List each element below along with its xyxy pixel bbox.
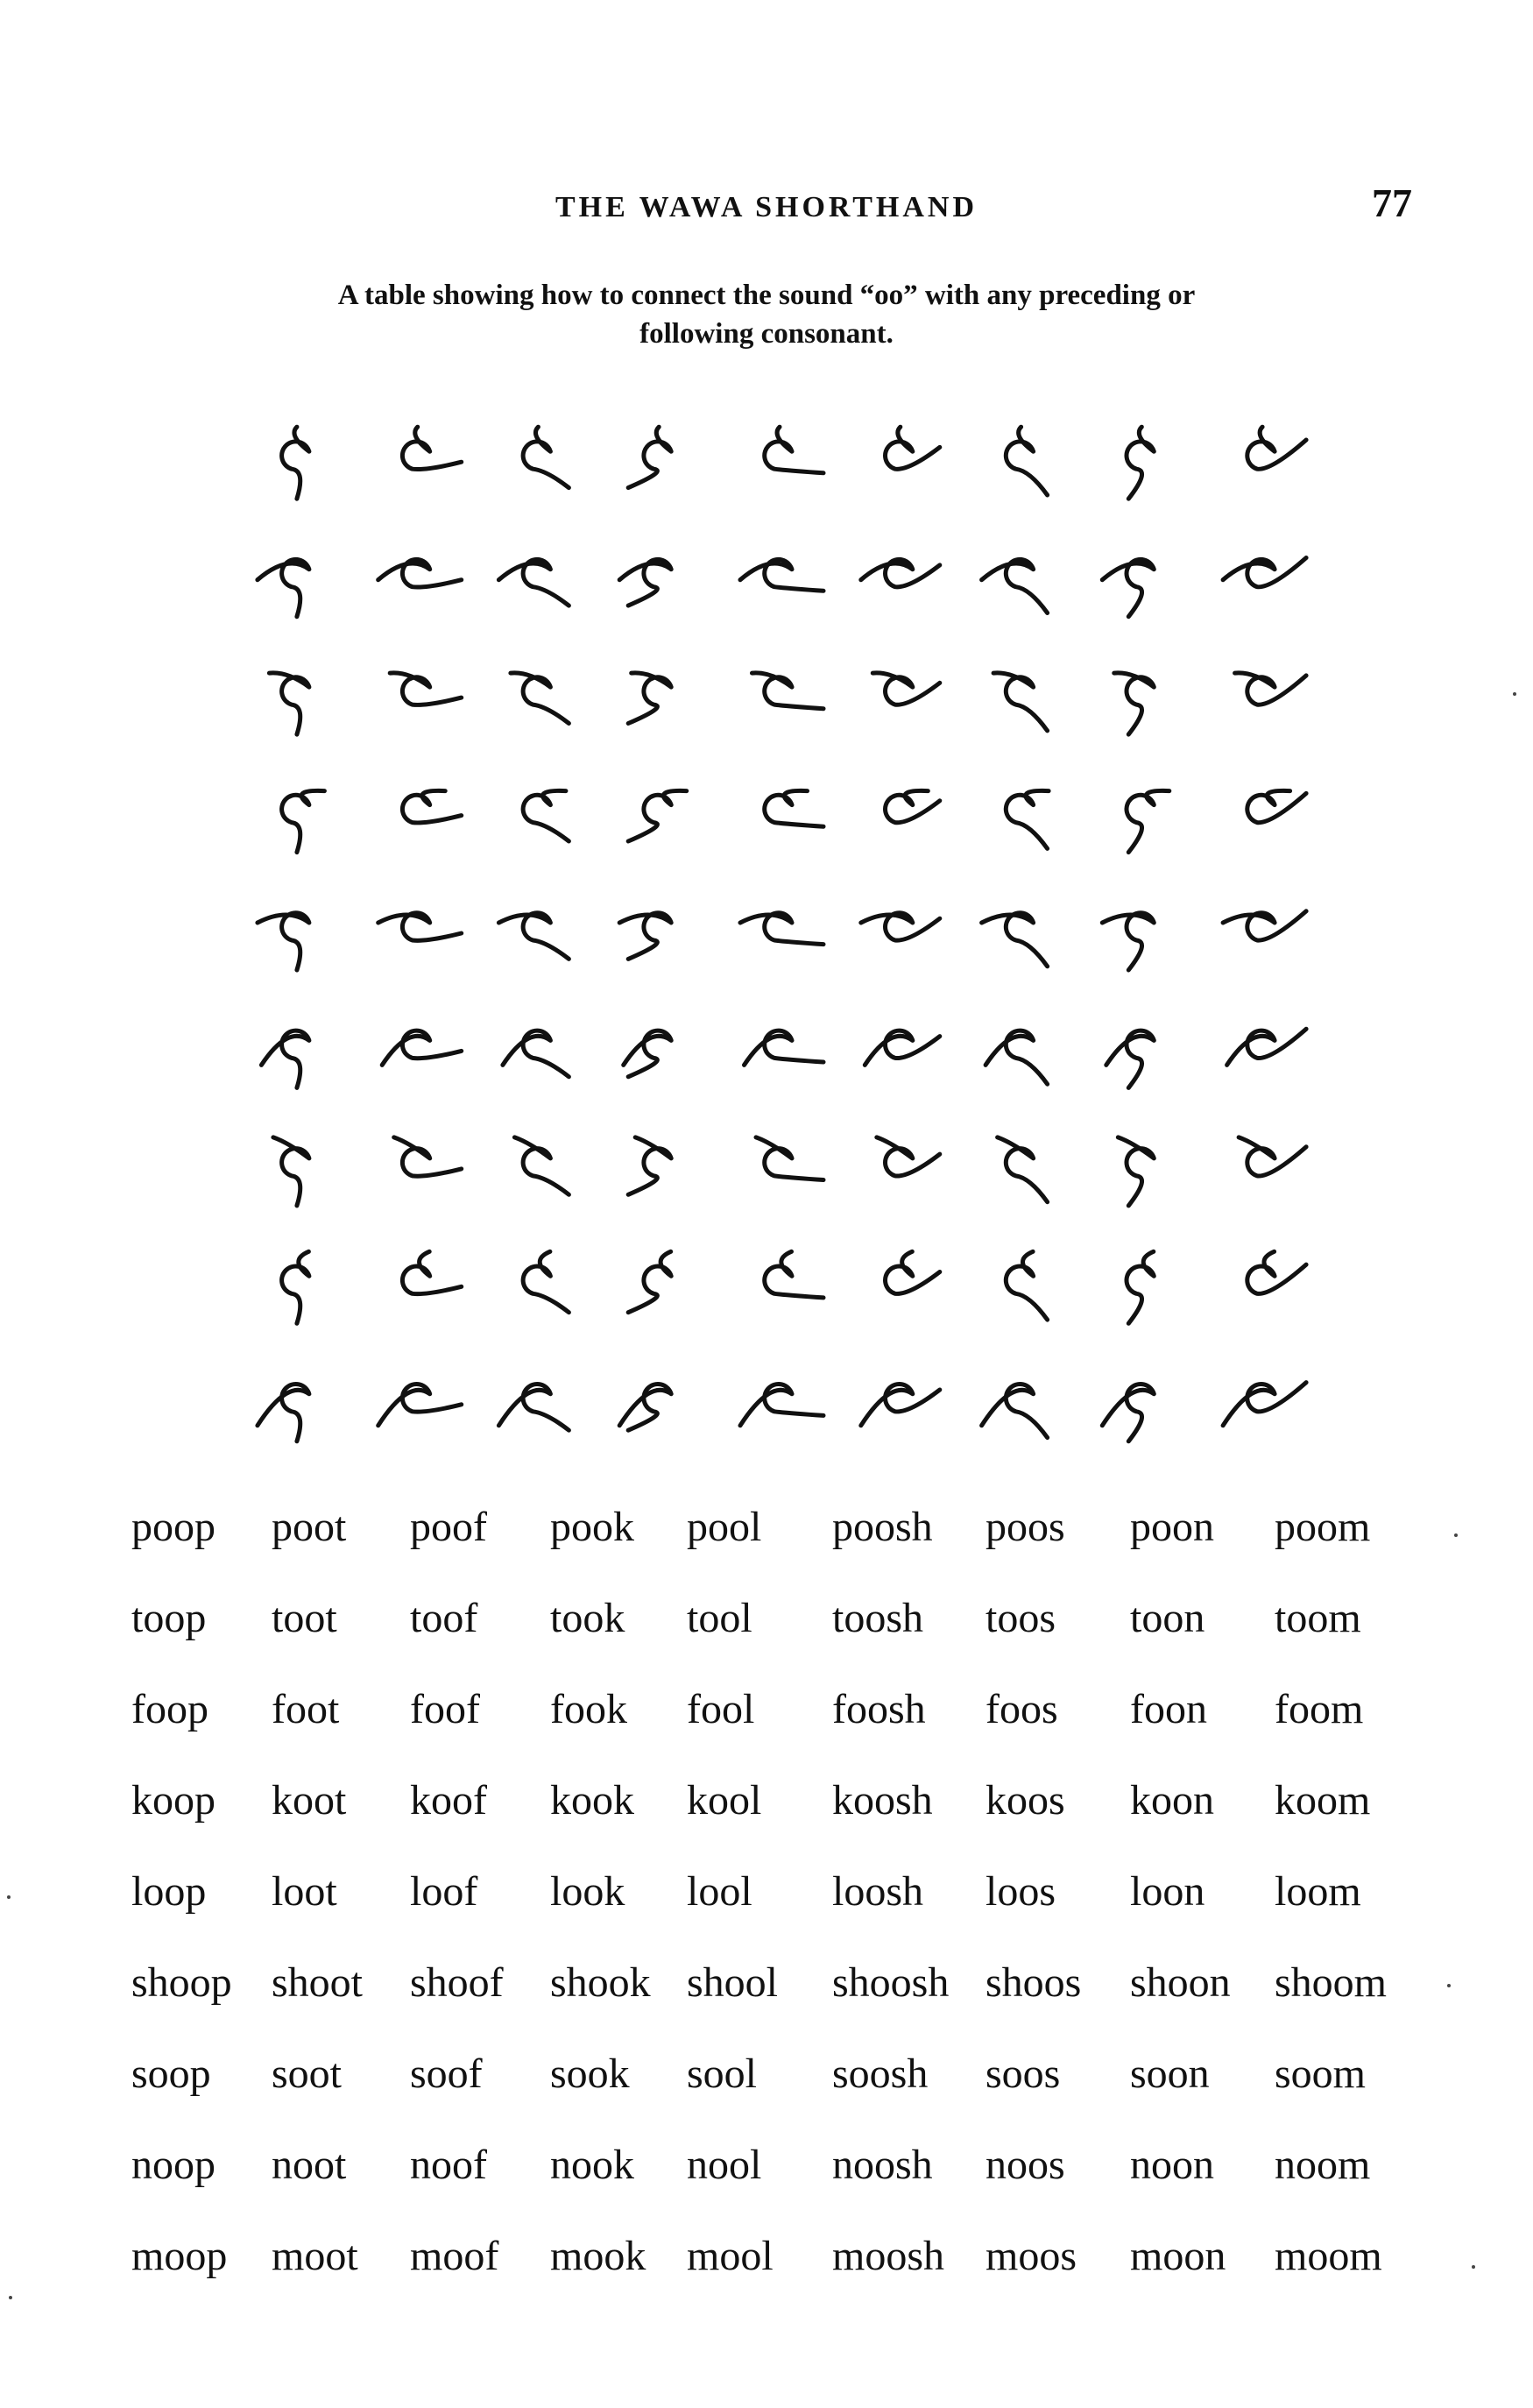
glyph-stroke [740, 559, 823, 591]
shorthand-glyph [861, 913, 940, 940]
word-cell: foot [272, 1686, 340, 1732]
word-cell: sool [687, 2050, 758, 2097]
glyph-stroke [765, 1251, 823, 1298]
glyph-stroke [498, 913, 569, 960]
shorthand-glyph [1127, 790, 1169, 852]
word-cell: koosh [832, 1777, 933, 1824]
word-cell: mook [550, 2233, 646, 2279]
running-head: THE WAWA SHORTHAND [555, 191, 978, 223]
shorthand-glyph [258, 559, 309, 616]
glyph-stroke [261, 1030, 309, 1087]
word-cell: poof [410, 1504, 487, 1550]
glyph-stroke [269, 673, 309, 734]
glyph-stroke [998, 1137, 1048, 1202]
word-cell: mool [687, 2233, 774, 2279]
glyph-stroke [503, 1030, 569, 1077]
glyph-stroke [378, 913, 462, 941]
glyph-stroke [628, 673, 671, 724]
shorthand-glyph [998, 1137, 1048, 1202]
glyph-stroke [993, 673, 1048, 731]
word-cell: moos [986, 2233, 1077, 2279]
shorthand-glyph [402, 790, 461, 823]
word-cell: loof [410, 1868, 478, 1915]
shorthand-glyph [877, 1137, 940, 1176]
shorthand-glyph [628, 673, 671, 724]
shorthand-glyph [514, 1137, 569, 1194]
word-cell: poom [1275, 1504, 1371, 1550]
glyph-stroke [1006, 790, 1049, 848]
shorthand-glyph [282, 427, 309, 499]
glyph-stroke [1247, 427, 1306, 469]
word-cell: poosh [832, 1504, 933, 1550]
glyph-stroke [378, 1385, 462, 1426]
shorthand-glyph [1127, 427, 1154, 499]
shorthand-glyph [765, 790, 823, 826]
glyph-stroke [740, 1385, 823, 1426]
glyph-stroke [514, 1137, 569, 1194]
print-speck [7, 1895, 11, 1899]
glyph-stroke [861, 559, 940, 586]
word-cell: kook [550, 1777, 634, 1824]
word-cell: shook [550, 1959, 651, 2006]
shorthand-glyph [982, 913, 1048, 967]
shorthand-glyph [993, 673, 1048, 731]
shorthand-glyph [273, 1137, 309, 1206]
word-cell: koof [410, 1777, 487, 1824]
shorthand-glyph [628, 1137, 671, 1194]
word-cell: foof [410, 1686, 480, 1732]
glyph-stroke [1227, 1029, 1307, 1065]
glyph-stroke [498, 559, 569, 606]
print-speck [1447, 1984, 1451, 1987]
word-cell: koon [1130, 1777, 1214, 1824]
shorthand-glyph [765, 427, 823, 473]
glyph-stroke [390, 673, 462, 705]
word-cell: shool [687, 1959, 779, 2006]
word-cell: loot [272, 1868, 337, 1915]
shorthand-glyph [756, 1137, 823, 1180]
glyph-stroke [628, 790, 687, 841]
shorthand-glyph-grid [237, 403, 1323, 1463]
word-cell: toos [986, 1595, 1056, 1641]
glyph-stroke [1239, 1137, 1306, 1176]
shorthand-glyph [498, 1385, 569, 1431]
glyph-stroke [511, 673, 569, 724]
glyph-stroke [1102, 1385, 1154, 1441]
glyph-stroke [619, 559, 671, 606]
glyph-stroke [282, 427, 309, 499]
word-cell: soof [410, 2050, 483, 2097]
shorthand-glyph [269, 673, 309, 734]
word-table [131, 1503, 1428, 2323]
shorthand-glyph [886, 427, 940, 469]
glyph-stroke [273, 1137, 309, 1206]
word-cell: kool [687, 1777, 762, 1824]
glyph-stroke [765, 790, 823, 826]
shorthand-glyph [1118, 1137, 1154, 1206]
word-cell: soot [272, 2050, 343, 2097]
glyph-stroke [624, 1030, 672, 1077]
shorthand-glyph [628, 790, 687, 841]
word-cell: shoosh [832, 1959, 950, 2006]
word-cell: noosh [832, 2142, 933, 2188]
glyph-stroke [865, 1030, 940, 1065]
shorthand-glyph [1106, 1030, 1155, 1087]
word-cell: toosh [832, 1595, 924, 1641]
glyph-stroke [523, 427, 569, 487]
shorthand-glyph [740, 913, 823, 945]
word-cell: koom [1275, 1777, 1371, 1824]
glyph-stroke [258, 559, 309, 616]
glyph-stroke [1106, 1030, 1155, 1087]
word-row [131, 1685, 1428, 1776]
word-row [131, 1503, 1428, 1594]
word-cell: sook [550, 2050, 630, 2097]
glyph-stroke [1247, 1251, 1306, 1293]
shorthand-glyph [498, 913, 569, 960]
glyph-stroke [1223, 1383, 1306, 1426]
glyph-stroke [982, 559, 1048, 613]
word-cell: poot [272, 1504, 347, 1550]
word-cell: fool [687, 1686, 755, 1732]
word-cell: soos [986, 2050, 1061, 2097]
word-cell: foom [1275, 1686, 1364, 1732]
glyph-stroke [402, 427, 461, 469]
glyph-stroke [1006, 427, 1047, 495]
shorthand-glyph [1223, 558, 1306, 587]
shorthand-glyph [628, 1251, 671, 1312]
shorthand-glyph [886, 790, 940, 822]
glyph-stroke [523, 790, 569, 841]
glyph-stroke [619, 913, 671, 960]
shorthand-glyph [1247, 1251, 1306, 1293]
glyph-stroke [1127, 790, 1169, 852]
glyph-stroke [402, 790, 461, 823]
shorthand-glyph [1102, 913, 1154, 970]
word-cell: loon [1130, 1868, 1205, 1915]
caption-line-2: following consonant. [639, 318, 894, 350]
word-cell: look [550, 1868, 625, 1915]
word-cell: noop [131, 2142, 215, 2188]
shorthand-glyph [865, 1030, 940, 1065]
glyph-stroke [872, 673, 940, 705]
glyph-stroke [282, 1251, 309, 1323]
word-cell: poon [1130, 1504, 1214, 1550]
glyph-stroke [523, 1251, 569, 1312]
glyph-stroke [1006, 1251, 1047, 1320]
glyph-stroke [765, 427, 823, 473]
shorthand-glyph [1127, 1251, 1154, 1323]
word-cell: shoop [131, 1959, 232, 2006]
glyph-stroke [1223, 558, 1306, 587]
shorthand-glyph [1006, 427, 1047, 495]
word-cell: shoon [1130, 1959, 1231, 2006]
shorthand-glyph [282, 790, 325, 852]
shorthand-glyph [1247, 427, 1306, 469]
shorthand-glyph [740, 1385, 823, 1426]
word-cell: loos [986, 1868, 1056, 1915]
page-number: 77 [1372, 181, 1412, 225]
glyph-stroke [745, 1030, 824, 1065]
glyph-stroke [982, 913, 1048, 967]
word-cell: moof [410, 2233, 499, 2279]
glyph-stroke [1114, 673, 1155, 734]
shorthand-glyph [752, 673, 824, 709]
shorthand-glyph [1223, 911, 1306, 940]
word-cell: moon [1130, 2233, 1226, 2279]
word-cell: koot [272, 1777, 347, 1824]
shorthand-glyph [378, 559, 462, 587]
glyph-stroke [886, 427, 940, 469]
shorthand-glyph [624, 1030, 672, 1077]
shorthand-glyph [1227, 1029, 1307, 1065]
word-cell: foosh [832, 1686, 926, 1732]
shorthand-glyph [258, 913, 309, 970]
glyph-stroke [619, 1385, 671, 1431]
shorthand-glyph [394, 1137, 462, 1176]
shorthand-glyph [523, 790, 569, 841]
word-cell: nook [550, 2142, 634, 2188]
glyph-stroke [752, 673, 824, 709]
shorthand-glyph [745, 1030, 824, 1065]
shorthand-glyph-svg [237, 403, 1323, 1463]
glyph-stroke [1247, 790, 1306, 822]
word-cell: nool [687, 2142, 762, 2188]
word-row [131, 1776, 1428, 1867]
word-cell: noos [986, 2142, 1065, 2188]
shorthand-glyph [1223, 1383, 1306, 1426]
word-cell: loom [1275, 1868, 1361, 1915]
table-caption [175, 276, 1358, 353]
glyph-stroke [628, 427, 671, 487]
print-speck [1513, 692, 1516, 696]
word-cell: lool [687, 1868, 752, 1915]
glyph-stroke [756, 1137, 823, 1180]
shorthand-glyph [982, 559, 1048, 613]
glyph-stroke [1118, 1137, 1154, 1206]
shorthand-glyph [1247, 790, 1306, 822]
word-cell: poop [131, 1504, 215, 1550]
shorthand-glyph [378, 913, 462, 941]
shorthand-glyph [1102, 559, 1154, 616]
glyph-stroke [1223, 911, 1306, 940]
glyph-stroke [258, 913, 309, 970]
word-cell: noot [272, 2142, 347, 2188]
glyph-stroke [394, 1137, 462, 1176]
glyph-stroke [861, 1385, 940, 1426]
shorthand-glyph [986, 1030, 1048, 1084]
glyph-stroke [861, 913, 940, 940]
shorthand-glyph [1239, 1137, 1306, 1176]
glyph-stroke [886, 790, 940, 822]
shorthand-glyph [1114, 673, 1155, 734]
shorthand-glyph [619, 559, 671, 606]
word-cell: fook [550, 1686, 627, 1732]
glyph-stroke [740, 913, 823, 945]
shorthand-glyph [1102, 1385, 1154, 1441]
word-cell: moosh [832, 2233, 945, 2279]
glyph-stroke [1127, 1251, 1154, 1323]
shorthand-glyph [378, 1385, 462, 1426]
shorthand-glyph [1006, 790, 1049, 848]
word-cell: soosh [832, 2050, 929, 2097]
word-cell: toom [1275, 1595, 1361, 1641]
shorthand-glyph [861, 1385, 940, 1426]
word-cell: tool [687, 1595, 752, 1641]
glyph-stroke [986, 1030, 1048, 1084]
shorthand-glyph [402, 1251, 461, 1293]
word-cell: noom [1275, 2142, 1371, 2188]
glyph-stroke [877, 1137, 940, 1176]
word-cell: shoom [1275, 1959, 1388, 2006]
word-cell: took [550, 1595, 625, 1641]
shorthand-glyph [861, 559, 940, 586]
word-cell: toon [1130, 1595, 1205, 1641]
shorthand-glyph [982, 1385, 1048, 1438]
print-speck [9, 2296, 12, 2299]
word-cell: foon [1130, 1686, 1207, 1732]
shorthand-glyph [886, 1251, 940, 1293]
shorthand-glyph [619, 913, 671, 960]
shorthand-glyph [523, 1251, 569, 1312]
word-row [131, 2050, 1428, 2141]
word-cell: shoos [986, 1959, 1082, 2006]
shorthand-glyph [382, 1030, 462, 1065]
caption-line-1: A table showing how to connect the sound “oo” with any preceding or [337, 280, 1196, 311]
word-cell: moop [131, 2233, 228, 2279]
glyph-stroke [498, 1385, 569, 1431]
print-speck [1454, 1533, 1458, 1537]
word-cell: pook [550, 1504, 634, 1550]
shorthand-glyph [1006, 1251, 1047, 1320]
word-cell: noof [410, 2142, 487, 2188]
glyph-stroke [1127, 427, 1154, 499]
word-cell: moot [272, 2233, 358, 2279]
shorthand-glyph [498, 559, 569, 606]
word-cell: toop [131, 1595, 207, 1641]
word-cell: toof [410, 1595, 478, 1641]
word-cell: loop [131, 1868, 207, 1915]
word-cell: noon [1130, 2142, 1214, 2188]
word-cell: pool [687, 1504, 762, 1550]
word-cell: shoot [272, 1959, 364, 2006]
shorthand-glyph [402, 427, 461, 469]
word-cell: soom [1275, 2050, 1367, 2097]
glyph-stroke [282, 790, 325, 852]
word-cell: moom [1275, 2233, 1382, 2279]
shorthand-glyph [511, 673, 569, 724]
shorthand-glyph [523, 427, 569, 487]
shorthand-glyph [765, 1251, 823, 1298]
shorthand-glyph [619, 1385, 671, 1431]
glyph-stroke [382, 1030, 462, 1065]
glyph-stroke [628, 1137, 671, 1194]
shorthand-glyph [628, 427, 671, 487]
word-cell: soop [131, 2050, 211, 2097]
word-cell: koos [986, 1777, 1065, 1824]
glyph-stroke [402, 1251, 461, 1293]
word-cell: toot [272, 1595, 337, 1641]
word-row [131, 1867, 1428, 1958]
shorthand-glyph [503, 1030, 569, 1077]
shorthand-glyph [261, 1030, 309, 1087]
glyph-stroke [1102, 559, 1154, 616]
shorthand-glyph [1235, 673, 1307, 705]
shorthand-glyph [282, 1251, 309, 1323]
word-cell: poos [986, 1504, 1065, 1550]
glyph-stroke [258, 1385, 309, 1441]
word-row [131, 1958, 1428, 2050]
glyph-stroke [886, 1251, 940, 1293]
shorthand-glyph [740, 559, 823, 591]
glyph-stroke [378, 559, 462, 587]
glyph-stroke [628, 1251, 671, 1312]
shorthand-glyph [872, 673, 940, 705]
shorthand-glyph [390, 673, 462, 705]
word-cell: koop [131, 1777, 215, 1824]
word-cell: soon [1130, 2050, 1210, 2097]
shorthand-glyph [258, 1385, 309, 1441]
glyph-stroke [1235, 673, 1307, 705]
glyph-stroke [1102, 913, 1154, 970]
word-cell: loosh [832, 1868, 924, 1915]
word-row [131, 1594, 1428, 1685]
word-row [131, 2232, 1428, 2323]
word-cell: shoof [410, 1959, 504, 2006]
print-speck [1472, 2265, 1475, 2269]
glyph-stroke [982, 1385, 1048, 1438]
word-cell: foos [986, 1686, 1058, 1732]
word-row [131, 2141, 1428, 2232]
word-cell: foop [131, 1686, 208, 1732]
